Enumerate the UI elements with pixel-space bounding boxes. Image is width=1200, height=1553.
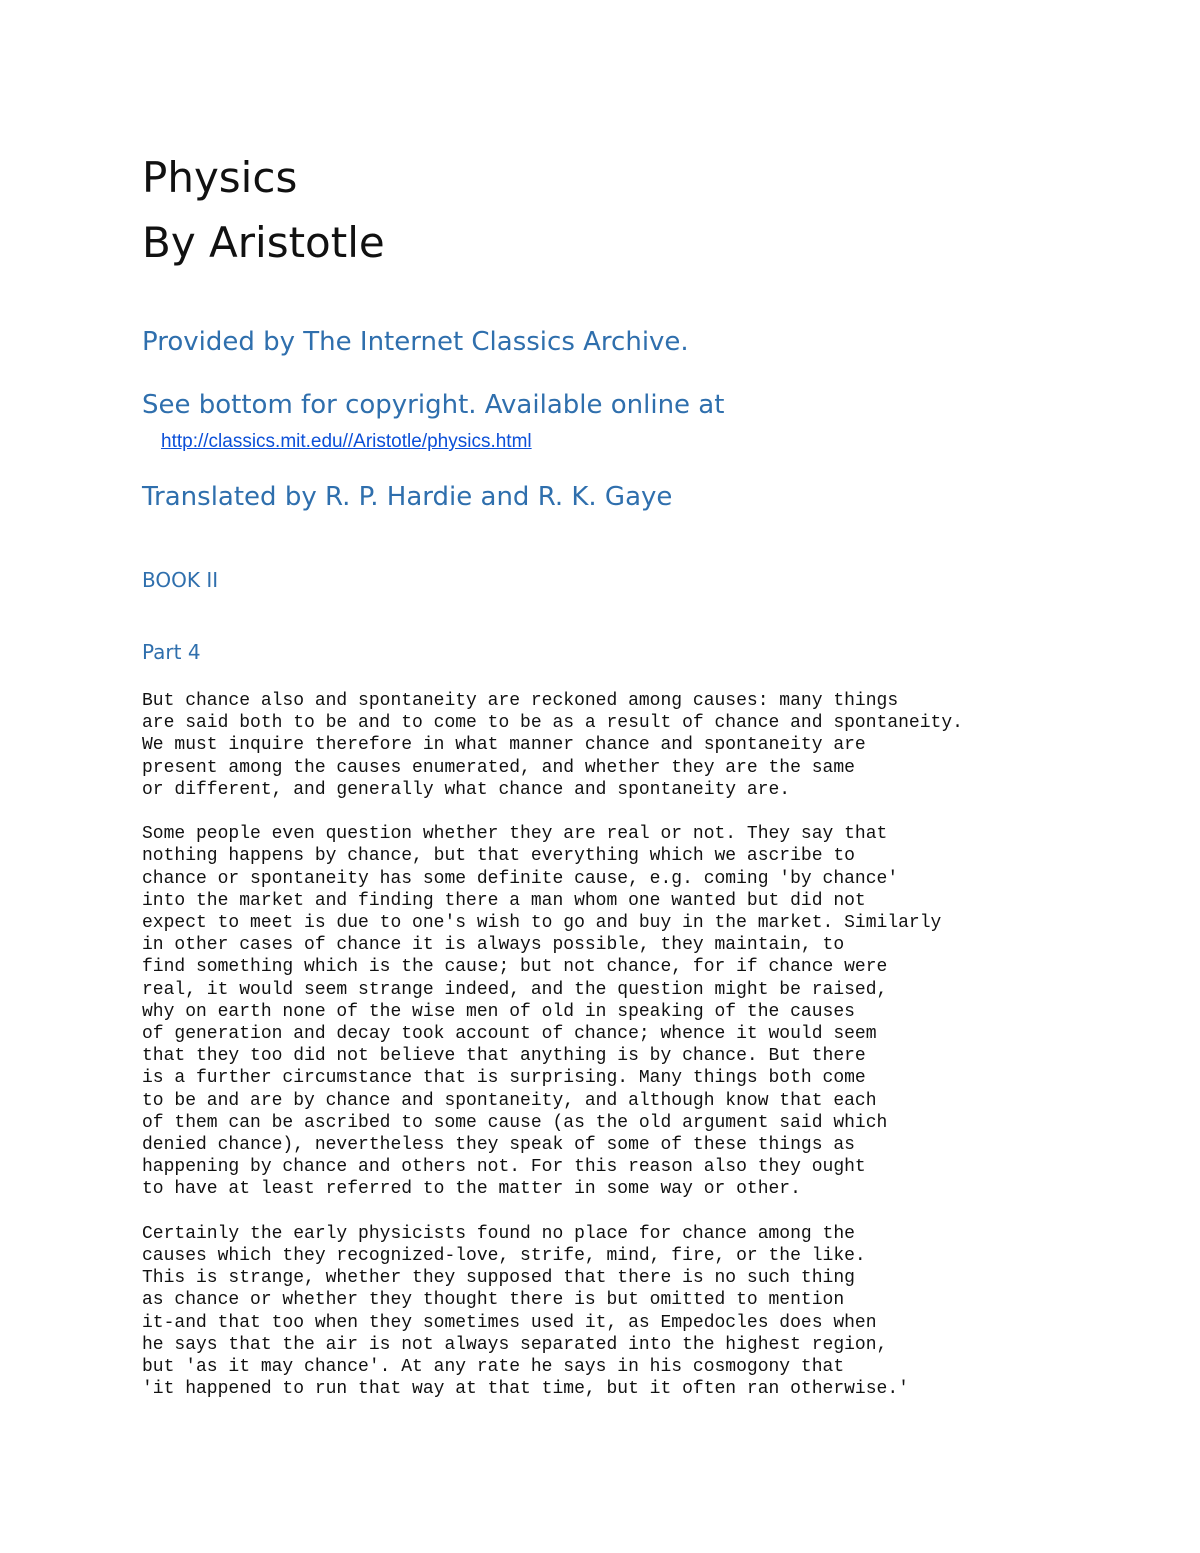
document-title: Physics [142,153,298,202]
body-text: But chance also and spontaneity are reckoned among causes: many things are said both to be and to come to be as a result of chance and spontaneity. We must inquire therefore in what manner chance and spontaneity are present among the causes enumerated, and whether they are the same or different, and generally what chance and spontaneity are. Some people even question whether they are real or not. They say that nothing happens by chance, but that everything which we ascribe to chance or spontaneity has some definite cause, e.g. coming 'by chance' into the market and finding there a man whom one wanted but did not expect to meet is due to one's wish to go and buy in the market. Similarly in other cases of chance it is always possible, they maintain, to find something which is the cause; but not chance, for if chance were real, it would seem strange indeed, and the question might be raised, why on earth none of the wise men of old in speaking of the causes of generation and decay took account of chance; whence it would seem that they too did not believe that anything is by chance. But there is a further circumstance that is surprising. Many things both come to be and are by chance and spontaneity, and although know that each of them can be ascribed to some cause (as the old argument said which denied chance), nevertheless they speak of some of these things as happening by chance and others not. For this reason also they ought to have at least referred to the matter in some way or other. Certainly the early physicists found no place for chance among the causes which they recognized-love, strife, mind, fire, or the like. This is strange, whether they supposed that there is no such thing as chance or whether they thought there is but omitted to mention it-and that too when they sometimes used it, as Empedocles does when he says that the air is not always separated into the highest region, but 'as it may chance'. At any rate he says in his cosmogony that 'it happened to run that way at that time, but it often ran otherwise.' [142,691,963,1400]
provided-by-line: Provided by The Internet Classics Archive. [142,327,689,357]
part-heading: Part 4 [142,640,201,664]
archive-link[interactable]: http://classics.mit.edu//Aristotle/physics.html [161,431,532,452]
document-author: By Aristotle [142,218,385,267]
translators-line: Translated by R. P. Hardie and R. K. Gaye [142,482,673,512]
book-heading: BOOK II [142,568,219,592]
copyright-note: See bottom for copyright. Available online at [142,390,725,420]
